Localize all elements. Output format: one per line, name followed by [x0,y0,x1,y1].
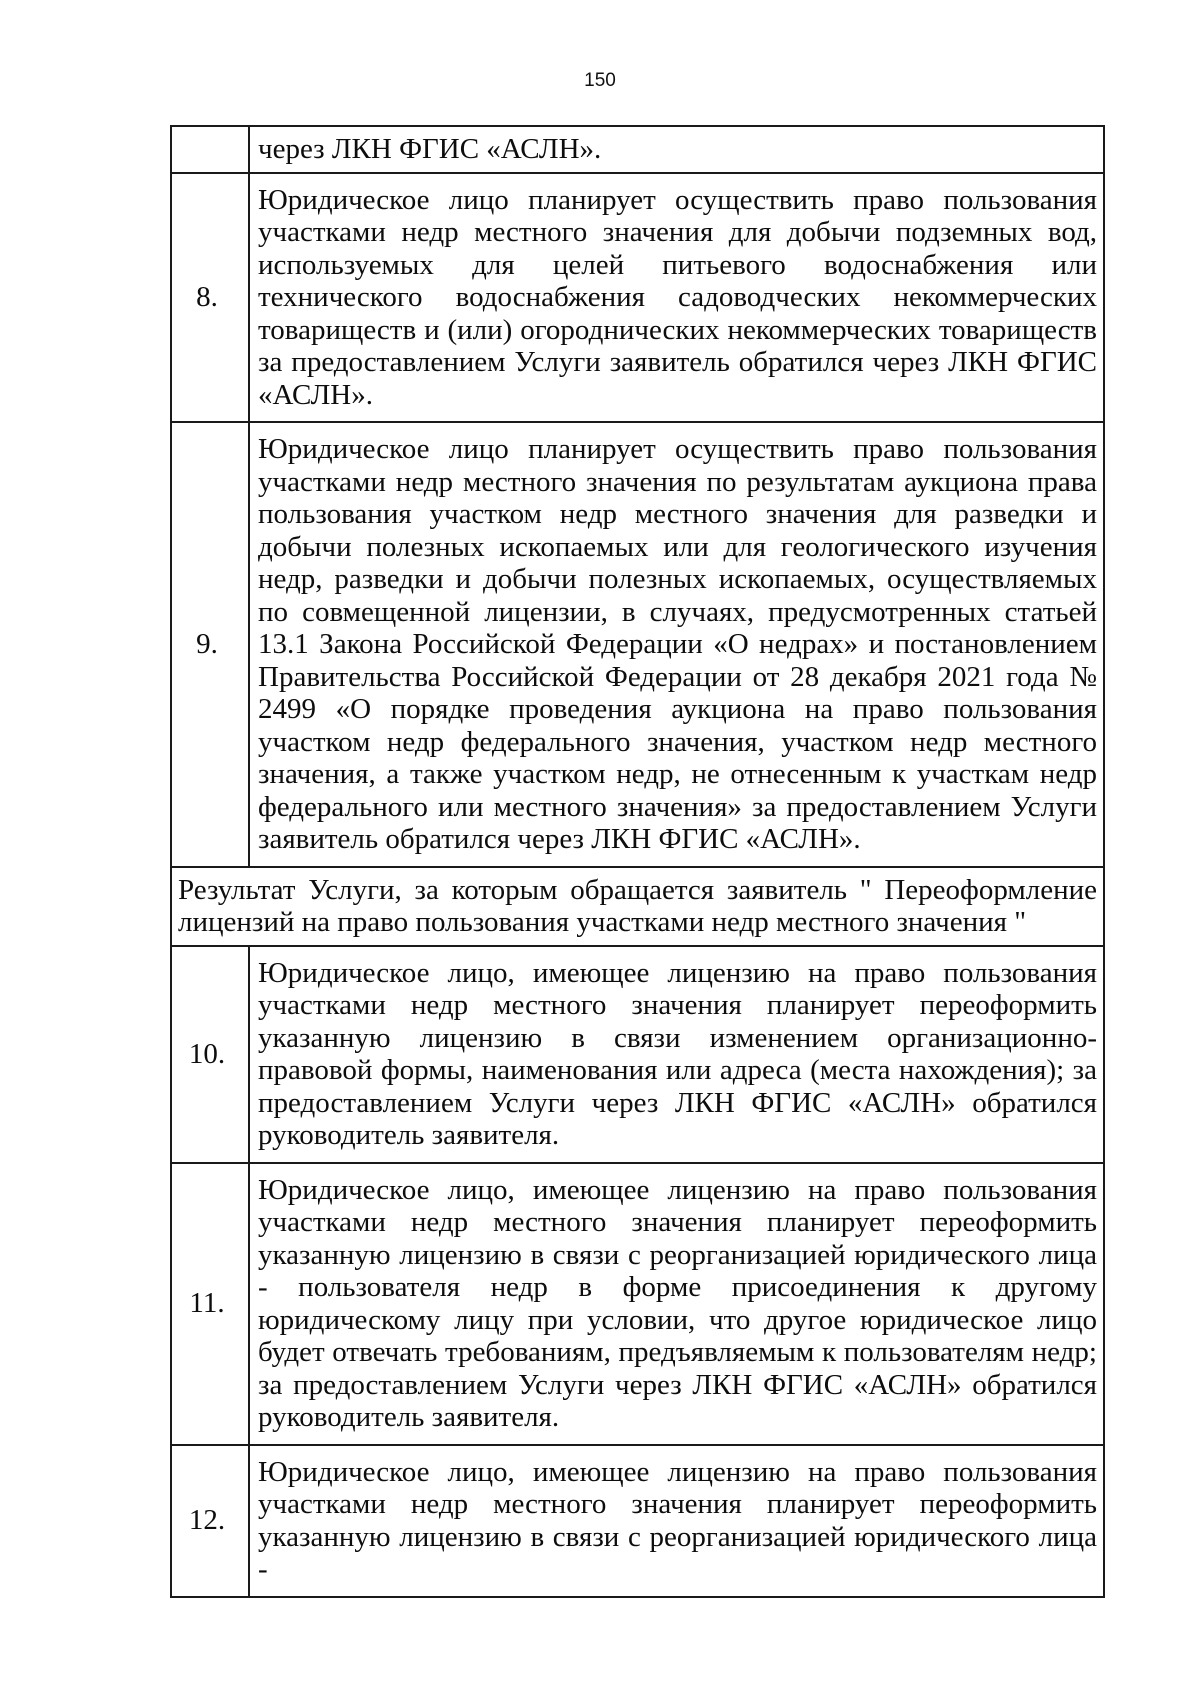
row-number [171,126,249,173]
row-text: Юридическое лицо, имеющее лицензию на право пользования участками недр местного значения планирует переоформить указанную лицензию в связи с реорганизацией юридического лица - [249,1445,1104,1597]
row-text: Юридическое лицо, имеющее лицензию на право пользования участками недр местного значения планирует переоформить указанную лицензию в связи с реорганизацией юридического лица - пользователя недр в форме присоединения к другому юридическому лицу при условии, что другое юридическое лицо будет отвечать требованиям, предъявляемым к пользователям недр; за предоставлением Услуги через ЛКН ФГИС «АСЛН» обратился руководитель заявителя. [249,1163,1104,1445]
row-number: 10. [171,946,249,1163]
document-table [170,125,1105,1598]
row-number: 8. [171,173,249,423]
row-text: Юридическое лицо планирует осуществить право пользования участками недр местного значения для добычи подземных вод, используемых для целей питьевого водоснабжения или технического водоснабжения садоводческих некоммерческих товариществ и (или) огороднических некоммерческих товариществ за предоставлением Услуги заявитель обратился через ЛКН ФГИС «АСЛН». [249,173,1104,423]
table-row [171,1445,1104,1597]
row-number: 11. [171,1163,249,1445]
row-text: через ЛКН ФГИС «АСЛН». [249,126,1104,173]
table-row [171,422,1104,867]
page-number: 150 [584,70,616,91]
table-section-heading-row [171,867,1104,946]
table-row [171,1163,1104,1445]
row-text: Юридическое лицо, имеющее лицензию на право пользования участками недр местного значения планирует переоформить указанную лицензию в связи изменением организационно-правовой формы, наименования или адреса (места нахождения); за предоставлением Услуги через ЛКН ФГИС «АСЛН» обратился руководитель заявителя. [249,946,1104,1163]
row-text: Юридическое лицо планирует осуществить право пользования участками недр местного значения по результатам аукциона права пользования участком недр местного значения для разведки и добычи полезных ископаемых или для геологического изучения недр, разведки и добычи полезных ископаемых, осуществляемых по совмещенной лицензии, в случаях, предусмотренных статьей 13.1 Закона Российской Федерации «О недрах» и постановлением Правительства Российской Федерации от 28 декабря 2021 года № 2499 «О порядке проведения аукциона на право пользования участком недр федерального значения, участком недр местного значения, а также участком недр, не отнесенным к участкам недр федерального или местного значения» за предоставлением Услуги заявитель обратился через ЛКН ФГИС «АСЛН». [249,422,1104,867]
table-row [171,946,1104,1163]
table-row [171,173,1104,423]
section-heading: Результат Услуги, за которым обращается заявитель " Переоформление лицензий на право пользования участками недр местного значения " [171,867,1104,946]
row-number: 12. [171,1445,249,1597]
table-row [171,126,1104,173]
row-number: 9. [171,422,249,867]
